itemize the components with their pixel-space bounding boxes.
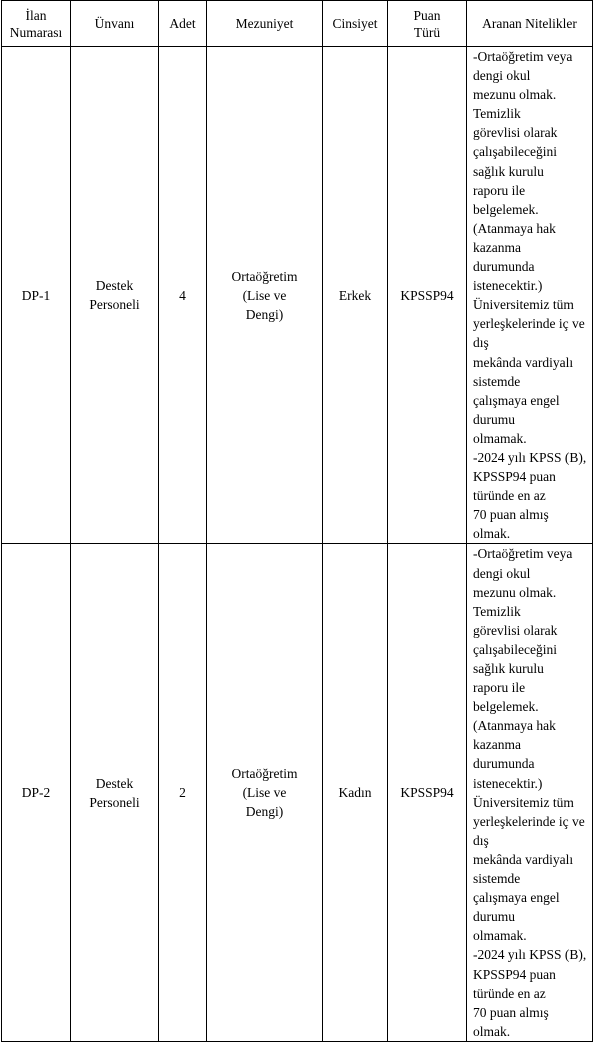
cell-unvani-line: Personeli <box>89 297 140 313</box>
header-ilan-numarasi <box>2 1 71 47</box>
cell-adet: 2 <box>159 544 207 1041</box>
nitelik-line: görevlisi olarak <box>473 622 558 638</box>
cell-cinsiyet: Erkek <box>323 47 388 544</box>
header-puan-turu <box>388 1 467 47</box>
header-puan-turu-line: Puan <box>413 7 441 23</box>
nitelik-line: olmamak. <box>473 430 527 446</box>
cell-ilan-numarasi: DP-1 <box>2 47 71 544</box>
cell-mezuniyet-line: Ortaöğretim <box>231 766 298 782</box>
nitelik-line: raporu ile belgelemek. <box>473 680 539 715</box>
cell-aranan-nitelikler <box>467 544 593 1041</box>
cell-unvani <box>71 544 159 1041</box>
header-adet: Adet <box>159 1 207 47</box>
nitelik-line: Üniversitemiz tüm <box>473 794 574 810</box>
nitelik-line: KPSSP94 puan türünde en az <box>473 469 556 504</box>
nitelik-line: (Atanmaya hak kazanma <box>473 718 556 753</box>
table-row <box>2 47 593 544</box>
nitelik-line: 70 puan almış olmak. <box>473 507 549 542</box>
header-cinsiyet: Cinsiyet <box>323 1 388 47</box>
nitelik-line: -2024 yılı KPSS (B), <box>473 947 587 963</box>
nitelik-line: mezunu olmak. Temizlik <box>473 584 557 619</box>
table-row <box>2 544 593 1041</box>
nitelik-line: çalışabileceğini sağlık kurulu <box>473 641 557 676</box>
nitelik-line: yerleşkelerinde iç ve dış <box>473 316 585 351</box>
cell-adet: 4 <box>159 47 207 544</box>
nitelik-line: (Atanmaya hak kazanma <box>473 220 556 255</box>
nitelik-line: raporu ile belgelemek. <box>473 182 539 217</box>
header-ilan-numarasi-line: Numarası <box>9 24 63 40</box>
job-listing-table <box>1 0 593 1042</box>
nitelik-line: çalışmaya engel durumu <box>473 890 560 925</box>
cell-unvani-line: Personeli <box>89 794 140 810</box>
nitelik-line: KPSSP94 puan türünde en az <box>473 966 556 1001</box>
header-unvani: Ünvanı <box>71 1 159 47</box>
cell-ilan-numarasi: DP-2 <box>2 544 71 1041</box>
cell-mezuniyet <box>207 47 323 544</box>
header-row <box>2 1 593 47</box>
nitelik-line: mekânda vardiyalı sistemde <box>473 851 574 887</box>
header-ilan-numarasi-line: İlan <box>25 7 47 23</box>
nitelik-line: durumunda istenecektir.) <box>473 756 543 791</box>
nitelik-line: -Ortaöğretim veya dengi okul <box>473 49 573 84</box>
cell-puan-turu: KPSSP94 <box>388 544 467 1041</box>
cell-mezuniyet-line: Ortaöğretim <box>231 268 298 284</box>
cell-unvani-line: Destek <box>95 775 134 791</box>
header-mezuniyet: Mezuniyet <box>207 1 323 47</box>
nitelik-line: -Ortaöğretim veya dengi okul <box>473 546 573 581</box>
cell-mezuniyet-line: (Lise ve <box>242 287 287 303</box>
nitelik-line: 70 puan almış olmak. <box>473 1004 549 1039</box>
nitelik-line: yerleşkelerinde iç ve dış <box>473 813 585 848</box>
cell-aranan-nitelikler <box>467 47 593 544</box>
nitelik-line: Üniversitemiz tüm <box>473 297 574 313</box>
cell-mezuniyet <box>207 544 323 1041</box>
nitelik-line: -2024 yılı KPSS (B), <box>473 449 587 465</box>
header-puan-turu-line: Türü <box>413 24 441 40</box>
nitelik-line: olmamak. <box>473 928 527 944</box>
nitelik-line: çalışabileceğini sağlık kurulu <box>473 144 557 179</box>
cell-mezuniyet-line: (Lise ve <box>242 785 287 801</box>
cell-cinsiyet: Kadın <box>323 544 388 1041</box>
nitelik-line: durumunda istenecektir.) <box>473 259 543 294</box>
cell-unvani <box>71 47 159 544</box>
nitelik-line: mekânda vardiyalı sistemde <box>473 354 574 389</box>
nitelik-line: görevlisi olarak <box>473 125 558 141</box>
nitelik-line: çalışmaya engel durumu <box>473 392 560 427</box>
cell-unvani-line: Destek <box>95 278 134 294</box>
nitelik-line: mezunu olmak. Temizlik <box>473 87 557 122</box>
cell-mezuniyet-line: Dengi) <box>245 804 284 820</box>
cell-mezuniyet-line: Dengi) <box>245 306 284 322</box>
header-aranan-nitelikler: Aranan Nitelikler <box>467 1 593 47</box>
cell-puan-turu: KPSSP94 <box>388 47 467 544</box>
